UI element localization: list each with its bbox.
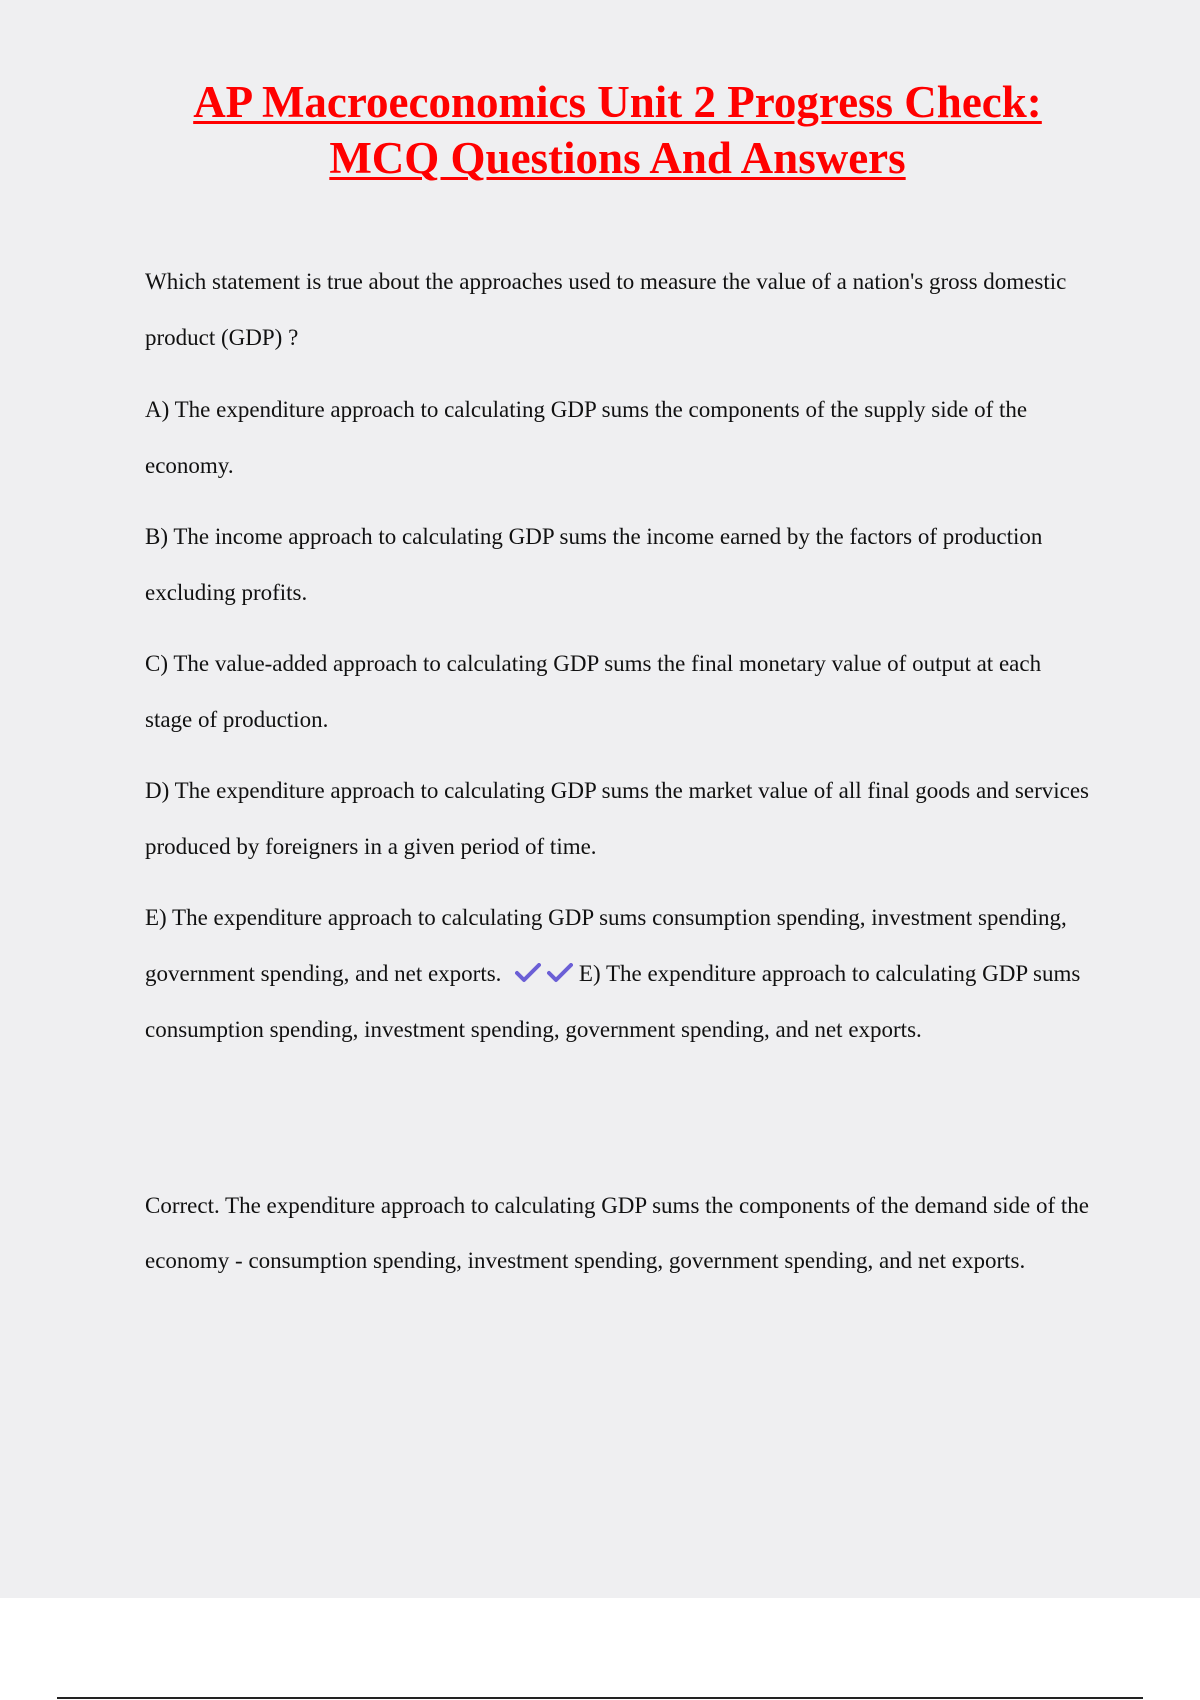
- option-d: D) The expenditure approach to calculating GDP sums the market value of all final goods and services produced by foreigners in a given period of time.: [145, 778, 1089, 859]
- check-icon: [547, 948, 573, 968]
- option-e-with-answer: [145, 890, 1090, 1058]
- title-line-2: MCQ Questions And Answers: [329, 133, 906, 183]
- title-line-1: AP Macroeconomics Unit 2 Progress Check:: [193, 77, 1042, 127]
- option-c: C) The value-added approach to calculating GDP sums the final monetary value of output at each stage of production.: [145, 651, 1042, 732]
- question-text: Which statement is true about the approaches used to measure the value of a nation's gross domestic product (GDP) ?: [145, 269, 1067, 350]
- option-b: B) The income approach to calculating GDP sums the income earned by the factors of production excluding profits.: [145, 524, 1043, 605]
- option-e: E) The expenditure approach to calculating GDP sums consumption spending, investment spending, government spending, and net exports.: [145, 905, 1067, 986]
- explanation-text: Correct. The expenditure approach to calculating GDP sums the components of the demand side of the economy - consumption spending, investment spending, government spending, and net exports.: [145, 1193, 1090, 1273]
- footer-divider: [57, 1697, 1143, 1699]
- answer-text: E) The expenditure approach to calculating GDP sums consumption spending, investment spending, government spending, and net exports.: [145, 961, 1081, 1042]
- check-icon: [515, 948, 541, 968]
- question-body: [145, 254, 1090, 1288]
- option-a: A) The expenditure approach to calculating GDP sums the components of the supply side of the economy.: [145, 397, 1028, 478]
- document-title: [0, 74, 1200, 186]
